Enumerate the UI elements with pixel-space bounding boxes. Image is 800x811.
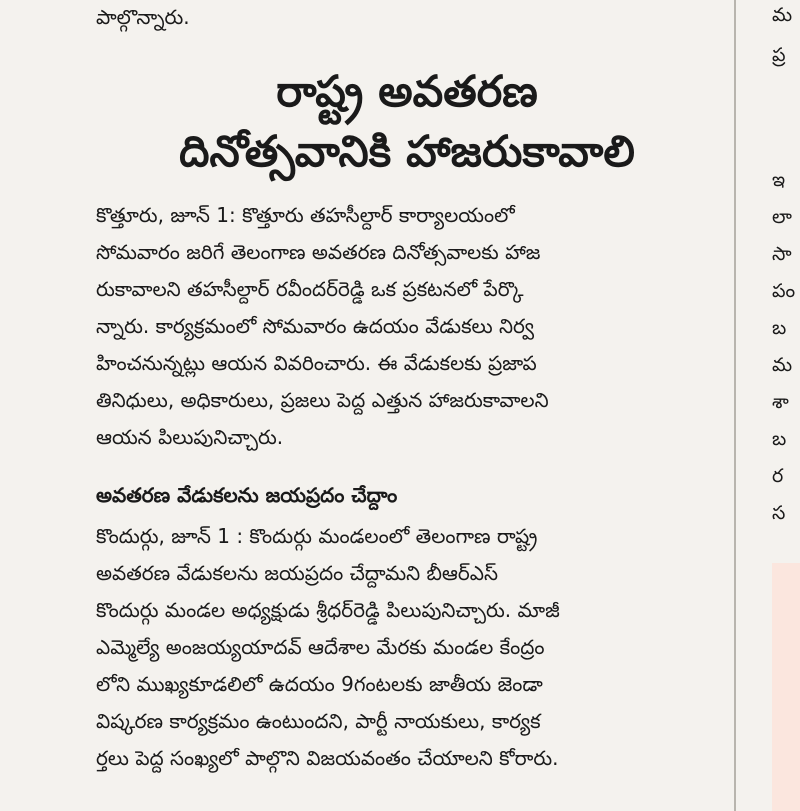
headline-line-1: రాష్ట్ర అవతరణ [276, 67, 538, 117]
article-2-line: లోని ముఖ్యకూడలిలో ఉదయం 9గంటలకు జాతీయ జెండా [96, 672, 543, 696]
adjacent-line: మ [772, 4, 793, 26]
adjacent-line: ర [772, 465, 784, 487]
adjacent-column-fragment [772, 0, 800, 811]
adjacent-line: బ [772, 317, 787, 339]
headline-line-2: దినోత్సవానికి హాజరుకావాలి [179, 127, 635, 177]
article-2-line: ఎమ్మెల్యే అంజయ్యయాదవ్ ఆదేశాల మేరకు మండల కేంద్రం [96, 635, 545, 659]
adjacent-line: సా [772, 243, 792, 265]
article-2-line: విష్కరణ కార్యక్రమం ఉంటుందని, పార్టీ నాయకులు, కార్యక [96, 709, 541, 733]
adjacent-line: ఇ [772, 169, 786, 191]
article-1-line: కొత్తూరు, జూన్ 1: కొత్తూరు తహసీల్దార్ కార్యాలయంలో [96, 203, 515, 227]
article-1-line: తినిధులు, అధికారులు, ప్రజలు పెద్ద ఎత్తున హాజరుకావాలని [96, 388, 549, 412]
article-1-line: రుకావాలని తహసీల్దార్ రవీందర్‌రెడ్డి ఒక ప్రకటనలో పేర్కొ [96, 277, 524, 301]
intro-line: పాల్గొన్నారు. [96, 5, 190, 29]
article-2-line: ర్తలు పెద్ద సంఖ్యలో పాల్గొని విజయవంతం చేయాలని కోరారు. [96, 746, 559, 770]
article-2-line: కొందుర్గు మండల అధ్యక్షుడు శ్రీధర్‌రెడ్డి పిలుపునిచ్చారు. మాజీ [96, 598, 560, 622]
adjacent-line: బ [772, 428, 787, 450]
adjacent-line: లా [772, 206, 792, 228]
adjacent-line: శా [772, 391, 789, 413]
article-1-line: సోమవారం జరిగే తెలంగాణ అవతరణ దినోత్సవాలకు హాజ [96, 240, 541, 264]
article-1-line: ఆయన పిలుపునిచ్చారు. [96, 425, 284, 449]
main-article-column [96, 0, 718, 811]
adjacent-line: స [772, 502, 786, 524]
adjacent-line: ప్ర [772, 44, 786, 66]
adjacent-line: మ [772, 354, 793, 376]
article-2-line: కొందుర్గు, జూన్ 1 : కొందుర్గు మండలంలో తెలంగాణ రాష్ట్ర [96, 524, 538, 548]
article-2-line: అవతరణ వేడుకలను జయప్రదం చేద్దామని బీఆర్ఎస్ [96, 561, 499, 585]
adjacent-line: పం [772, 280, 796, 302]
article-1-line: హించనున్నట్లు ఆయన వివరించారు. ఈ వేడుకలకు ప్రజాప [96, 351, 537, 375]
article-2-subheading: అవతరణ వేడుకలను జయప్రదం చేద్దాం [96, 483, 398, 507]
article-1-line: న్నారు. కార్యక్రమంలో సోమవారం ఉదయం వేడుకలు నిర్వ [96, 314, 535, 338]
column-divider [734, 0, 736, 811]
